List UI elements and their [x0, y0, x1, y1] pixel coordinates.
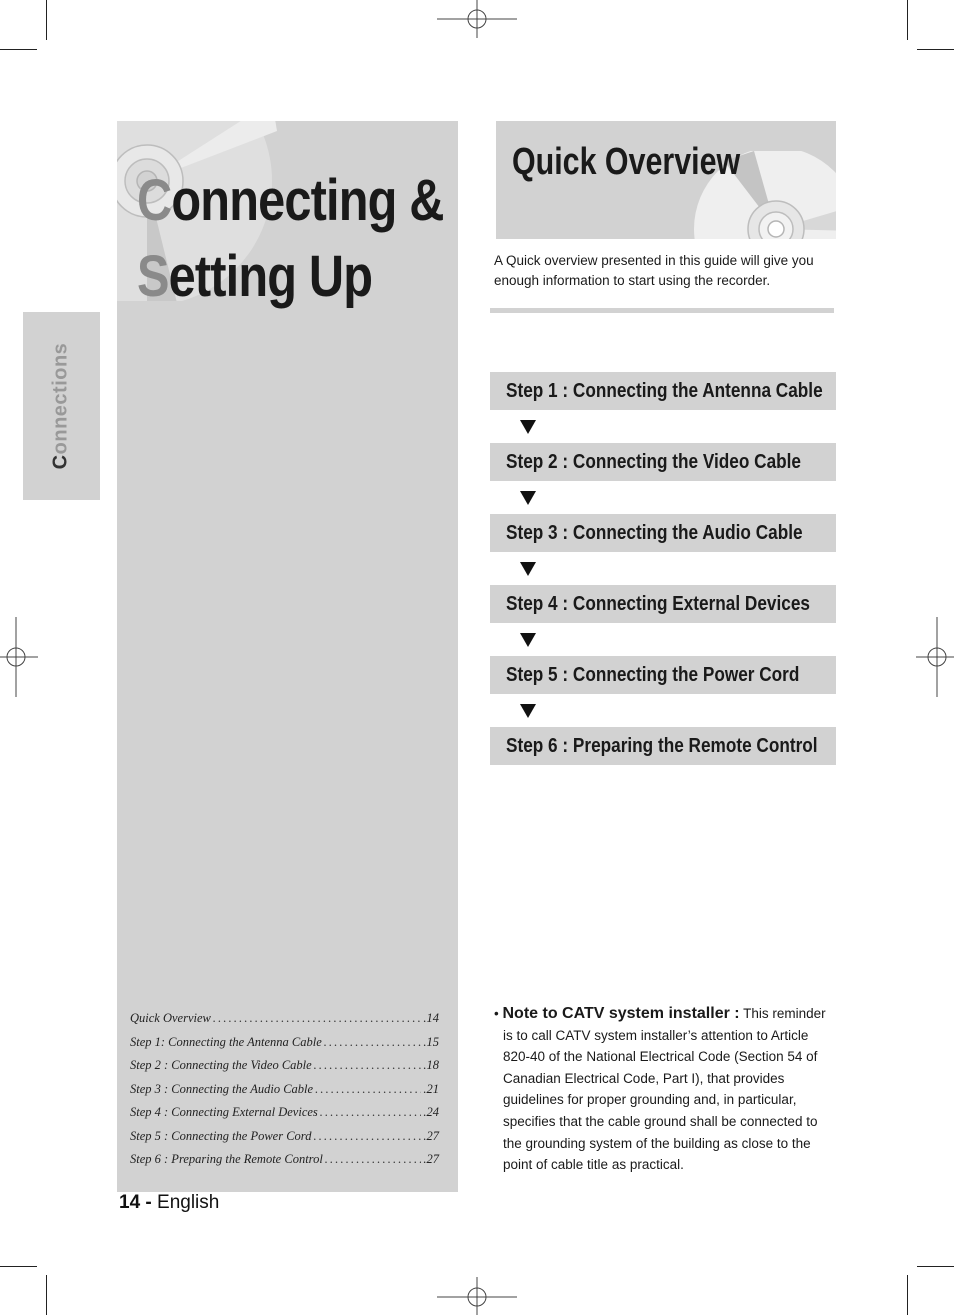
- down-arrow-icon: [519, 703, 537, 719]
- intro-text: A Quick overview presented in this guide will give you enough information to start using the recorder.: [494, 253, 814, 288]
- note-body: This reminder is to call CATV system installer’s attention to Article 820-40 of the National Electrical Code (Section 54 of Canadian Electrical Code, Part I), that provides guidelines for proper grounding and, in particular, specifies that the cable ground shall be connected to the grounding system of the building as close to the point of cable title as practical.: [503, 1006, 826, 1173]
- toc-label: Step 5 : Connecting the Power Cord: [130, 1128, 312, 1143]
- registration-mark-icon: [914, 617, 954, 697]
- crop-mark: [0, 49, 37, 50]
- registration-mark-icon: [0, 617, 40, 697]
- toc-label: Step 6 : Preparing the Remote Control: [130, 1152, 323, 1166]
- toc-label: Step 4 : Connecting External Devices: [130, 1105, 318, 1119]
- toc-leader: [314, 1058, 422, 1073]
- divider: [490, 308, 834, 313]
- down-arrow-icon: [519, 490, 537, 506]
- section-title: Quick Overview: [512, 141, 741, 183]
- down-arrow-icon: [519, 419, 537, 435]
- step-box-6: [490, 727, 836, 765]
- toc-leader: [320, 1105, 422, 1120]
- toc-row[interactable]: [130, 1105, 439, 1129]
- side-tab-connections: [23, 312, 100, 500]
- toc-leader: [315, 1082, 421, 1097]
- crop-mark: [917, 49, 954, 50]
- step-label: Step 4 : Connecting External Devices: [506, 592, 810, 615]
- toc-label: Step 3 : Connecting the Audio Cable: [130, 1081, 314, 1096]
- crop-mark: [907, 0, 908, 40]
- toc-label: Quick Overview: [130, 1011, 211, 1025]
- toc-page: .14: [423, 1011, 439, 1025]
- step-box-3: [490, 514, 836, 552]
- toc-row[interactable]: [130, 1058, 439, 1082]
- note-lead: Note to CATV system installer :: [502, 1005, 740, 1022]
- toc-label: Step 2 : Connecting the Video Cable: [130, 1058, 312, 1072]
- toc-leader: [324, 1035, 422, 1050]
- toc-leader: [213, 1011, 422, 1026]
- toc-page: .27: [423, 1152, 439, 1166]
- toc-page: .21: [423, 1081, 439, 1096]
- crop-mark: [0, 1266, 37, 1267]
- toc-page: .24: [423, 1105, 439, 1119]
- step-box-5: [490, 656, 836, 694]
- step-box-1: [490, 372, 836, 410]
- catv-installer-note: [494, 1003, 834, 1176]
- bullet: •: [494, 1006, 499, 1021]
- down-arrow-icon: [519, 561, 537, 577]
- step-label: Step 6 : Preparing the Remote Control: [506, 734, 818, 757]
- toc-leader: [325, 1152, 422, 1167]
- step-label: Step 3 : Connecting the Audio Cable: [506, 521, 803, 544]
- toc-row[interactable]: [130, 1129, 439, 1153]
- quick-overview-header: [496, 121, 836, 239]
- crop-mark: [46, 0, 47, 40]
- registration-mark-icon: [437, 0, 517, 40]
- chapter-panel: [117, 121, 458, 1192]
- side-tab-label: Connections: [49, 342, 72, 470]
- toc-page: .15: [423, 1034, 439, 1049]
- crop-mark: [46, 1275, 47, 1315]
- chapter-title: Connecting & Setting Up: [137, 168, 444, 309]
- toc-page: .18: [423, 1058, 439, 1072]
- step-label: Step 1 : Connecting the Antenna Cable: [506, 379, 823, 402]
- page-number: 14 - English: [119, 1192, 220, 1213]
- down-arrow-icon: [519, 632, 537, 648]
- toc-label: Step 1: Connecting the Antenna Cable: [130, 1034, 322, 1049]
- toc-row[interactable]: [130, 1152, 439, 1176]
- table-of-contents: [130, 1011, 439, 1176]
- step-box-2: [490, 443, 836, 481]
- toc-leader: [313, 1129, 421, 1144]
- toc-row[interactable]: [130, 1011, 439, 1035]
- step-label: Step 5 : Connecting the Power Cord: [506, 663, 800, 686]
- registration-mark-icon: [437, 1277, 517, 1315]
- crop-mark: [907, 1275, 908, 1315]
- step-label: Step 2 : Connecting the Video Cable: [506, 450, 801, 473]
- crop-mark: [917, 1266, 954, 1267]
- toc-row[interactable]: [130, 1082, 439, 1106]
- toc-row[interactable]: [130, 1035, 439, 1059]
- step-box-4: [490, 585, 836, 623]
- toc-page: .27: [423, 1128, 439, 1143]
